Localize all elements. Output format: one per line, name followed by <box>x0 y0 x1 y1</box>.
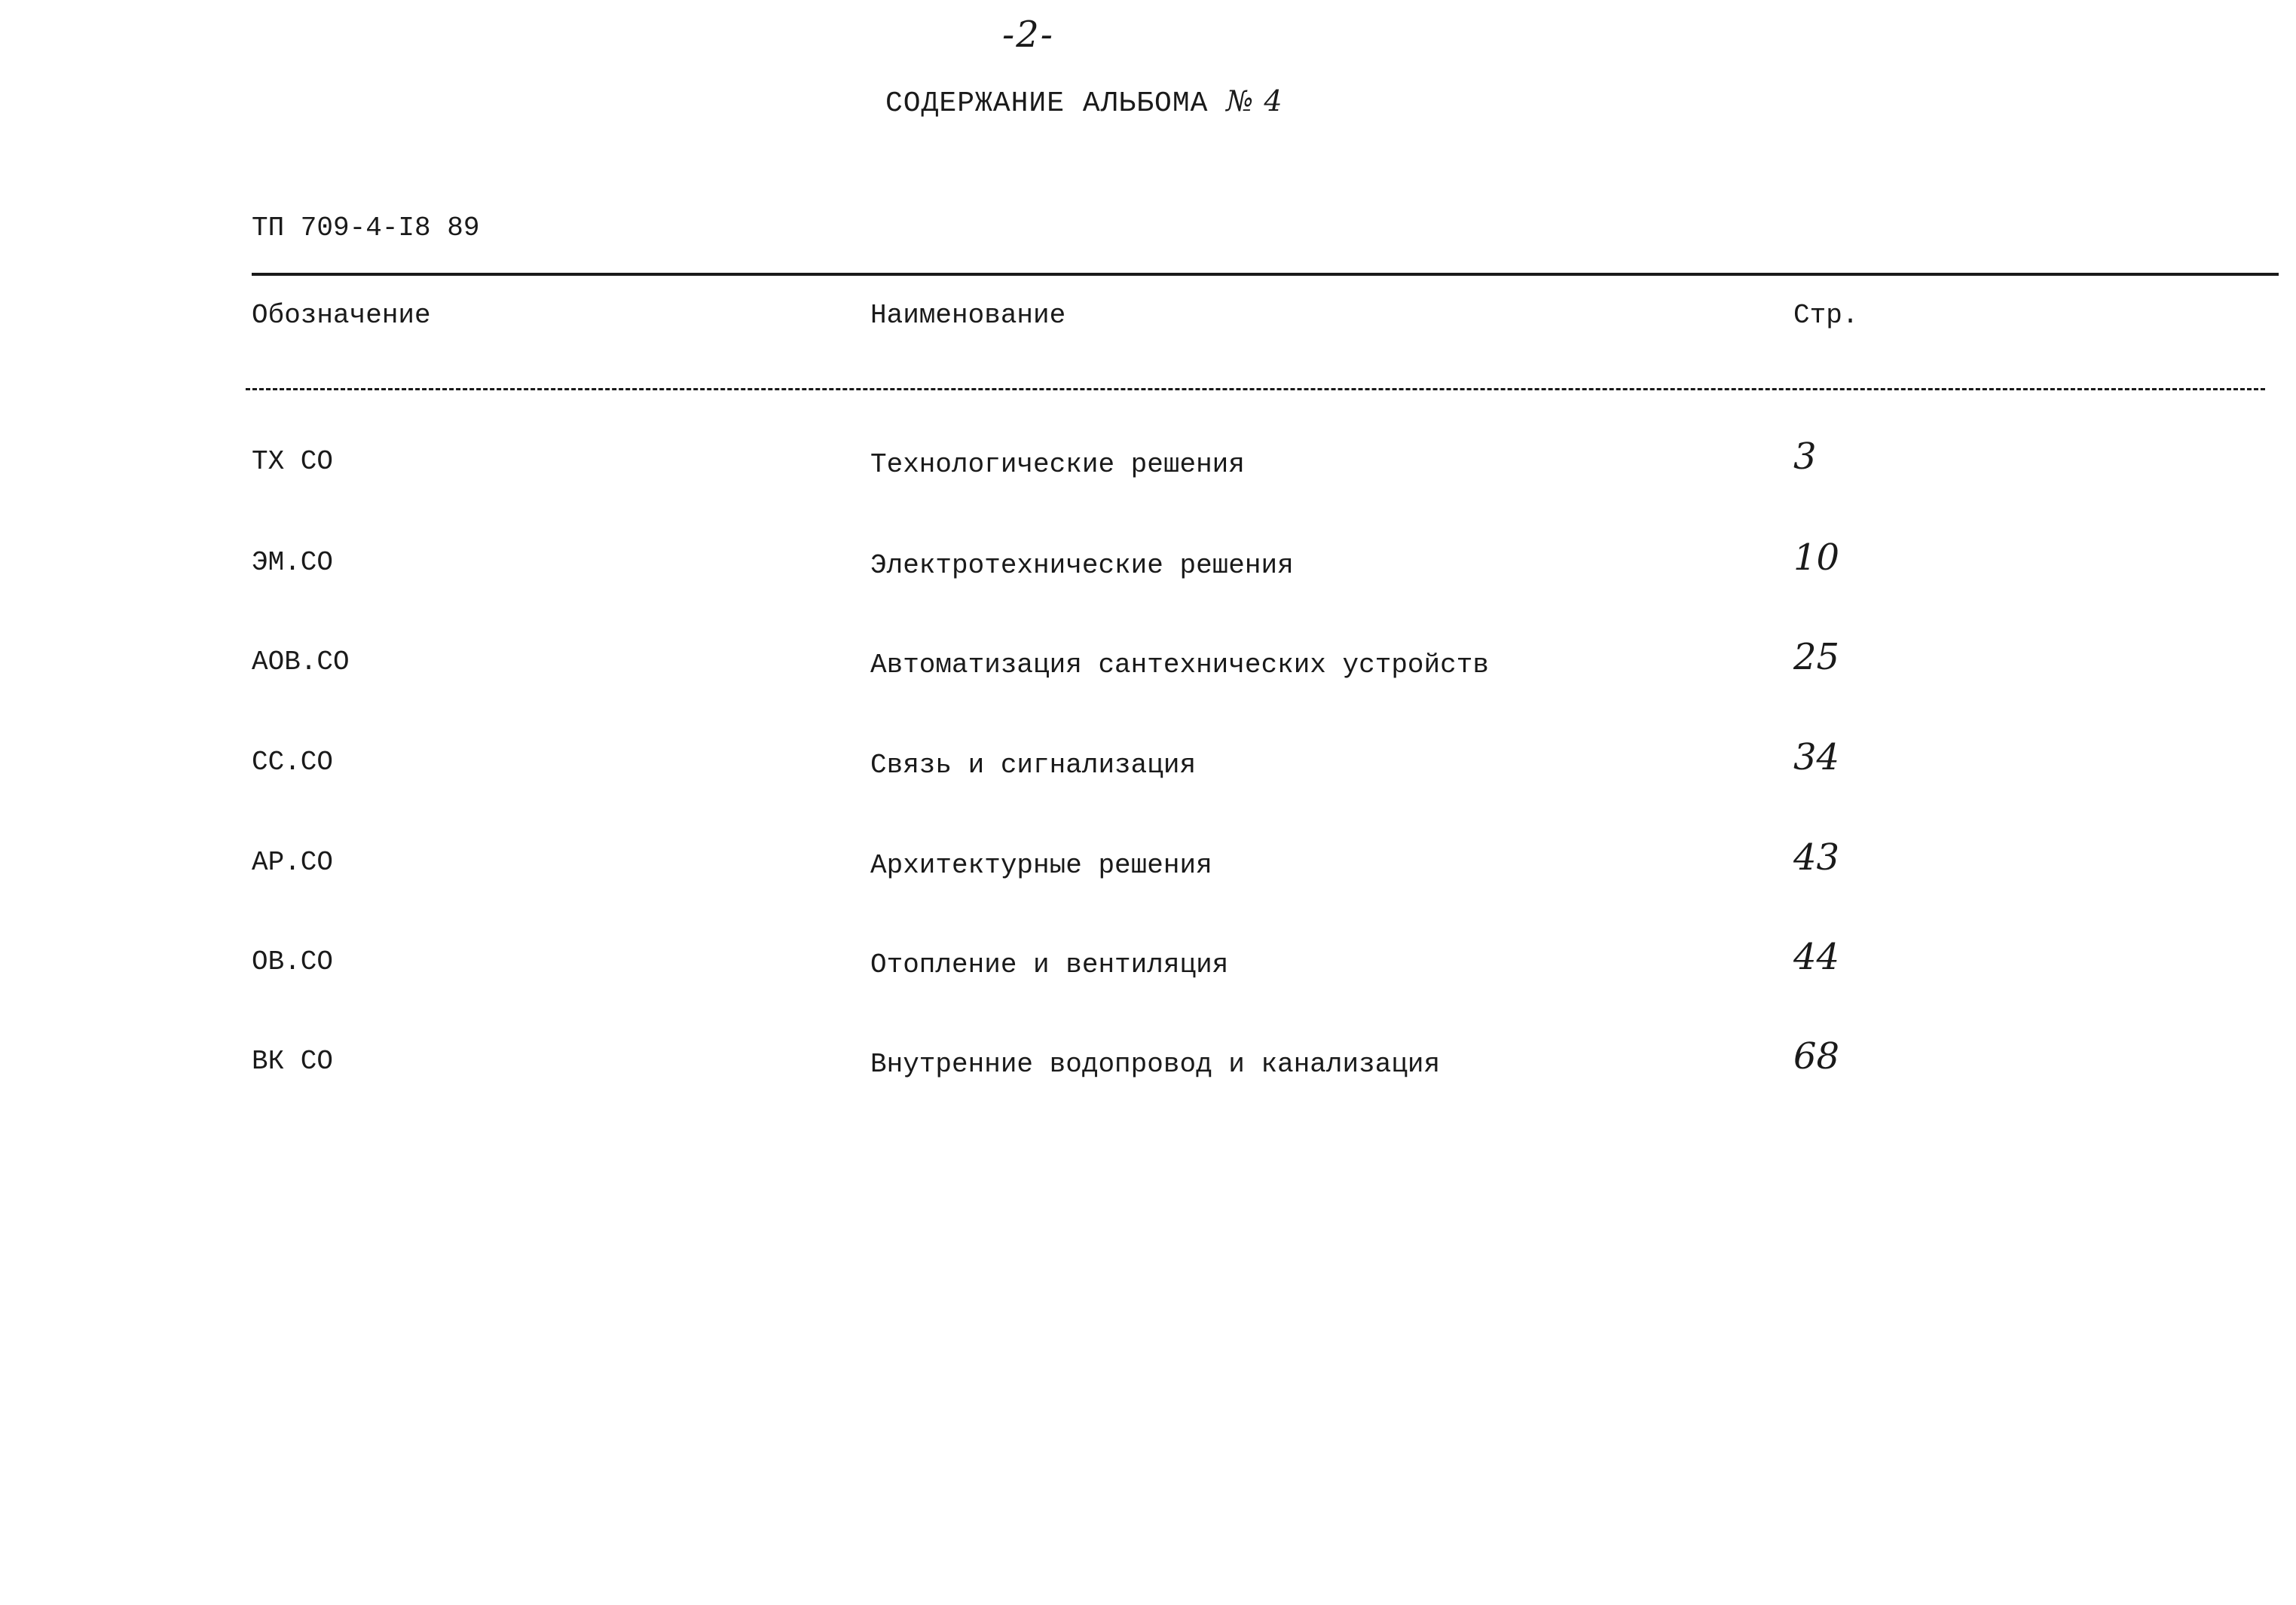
row-designation: ОВ.СО <box>252 946 334 977</box>
row-page: 43 <box>1793 836 1840 879</box>
page-number: -2- <box>1002 14 1054 56</box>
document-title-text: СОДЕРЖАНИЕ АЛЬБОМА <box>885 87 1209 120</box>
row-name: Внутренние водопровод и канализация <box>870 1049 1441 1080</box>
row-designation: ВК СО <box>252 1046 334 1077</box>
row-designation: ТХ СО <box>252 446 334 477</box>
row-page: 25 <box>1793 636 1840 678</box>
table-row <box>0 836 2296 907</box>
column-header-designation: Обозначение <box>252 300 431 331</box>
table-row <box>0 936 2296 1007</box>
row-designation: ЭМ.СО <box>252 547 334 578</box>
table-row <box>0 736 2296 807</box>
row-designation: АОВ.СО <box>252 647 350 677</box>
row-page: 10 <box>1793 537 1840 579</box>
table-row <box>0 636 2296 707</box>
table-row <box>0 436 2296 506</box>
row-page: 3 <box>1793 436 1817 478</box>
row-page: 44 <box>1793 936 1840 978</box>
row-page: 68 <box>1793 1035 1840 1078</box>
row-designation: АР.СО <box>252 847 334 878</box>
header-rule <box>246 388 2265 390</box>
document-title <box>885 84 1283 120</box>
row-name: Электротехнические решения <box>870 550 1294 581</box>
column-header-page: Стр. <box>1793 300 1859 331</box>
row-page: 34 <box>1793 736 1840 778</box>
row-name: Автоматизация сантехнических устройств <box>870 650 1489 680</box>
album-number: № 4 <box>1226 84 1283 118</box>
row-designation: СС.СО <box>252 747 334 778</box>
row-name: Отопление и вентиляция <box>870 949 1229 980</box>
column-header-name: Наименование <box>870 300 1066 331</box>
table-row <box>0 537 2296 607</box>
table-row <box>0 1035 2296 1106</box>
row-name: Архитектурные решения <box>870 850 1212 881</box>
row-name: Технологические решения <box>870 449 1245 480</box>
row-name: Связь и сигнализация <box>870 750 1197 781</box>
top-rule <box>252 273 2279 276</box>
document-code: ТП 709-4-I8 89 <box>252 212 480 243</box>
